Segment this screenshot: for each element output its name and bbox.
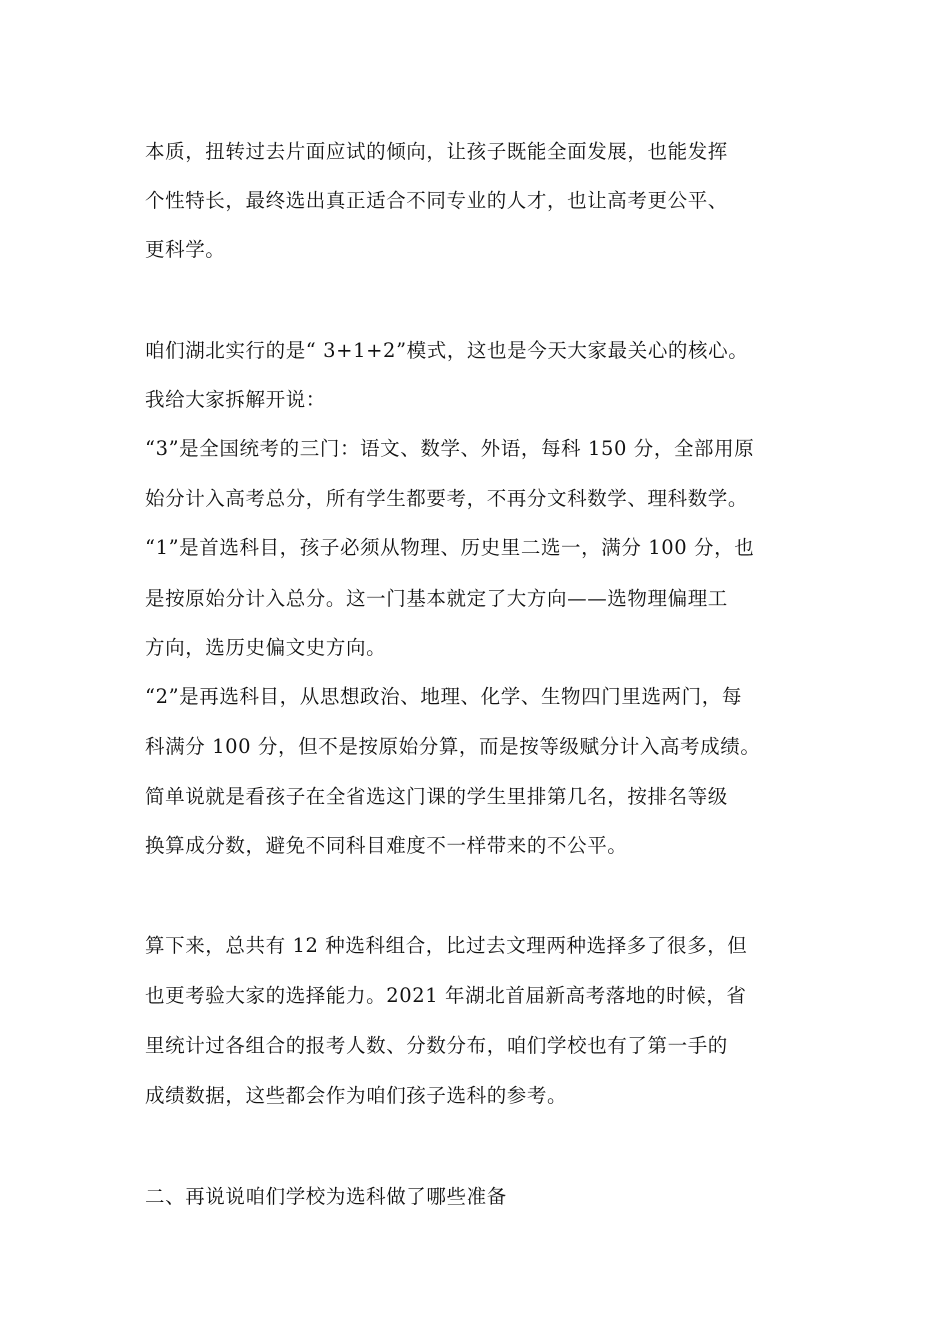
paragraph-line: “2”是再选科目，从思想政治、地理、化学、生物四门里选两门，每: [145, 685, 742, 708]
paragraph-line: 换算成分数，避免不同科目难度不一样带来的不公平。: [145, 834, 628, 857]
paragraph-line: 更科学。: [145, 238, 226, 261]
paragraph-line: 是按原始分计入总分。这一门基本就定了大方向——选物理偏理工: [145, 587, 728, 610]
paragraph-line: 本质，扭转过去片面应试的倾向，让孩子既能全面发展，也能发挥: [145, 140, 728, 163]
paragraph-line: “3”是全国统考的三门：语文、数学、外语，每科 150 分，全部用原: [145, 437, 755, 460]
paragraph-line: 成绩数据，这些都会作为咱们孩子选科的参考。: [145, 1084, 568, 1107]
paragraph-line: 简单说就是看孩子在全省选这门课的学生里排第几名，按排名等级: [145, 785, 728, 808]
paragraph-line: 也更考验大家的选择能力。2021 年湖北首届新高考落地的时候，省: [145, 984, 747, 1007]
paragraph-line: 方向，选历史偏文史方向。: [145, 636, 387, 659]
paragraph-line: 我给大家拆解开说：: [145, 388, 326, 411]
paragraph-line: “1”是首选科目，孩子必须从物理、历史里二选一，满分 100 分，也: [145, 536, 755, 559]
paragraph-line: 科满分 100 分，但不是按原始分算，而是按等级赋分计入高考成绩。: [145, 735, 761, 758]
paragraph-line: 里统计过各组合的报考人数、分数分布，咱们学校也有了第一手的: [145, 1034, 728, 1057]
paragraph-line: 咱们湖北实行的是“ 3+1+2”模式，这也是今天大家最关心的核心。: [145, 339, 749, 362]
paragraph-line: 个性特长，最终选出真正适合不同专业的人才，也让高考更公平、: [145, 189, 728, 212]
paragraph-line: 算下来，总共有 12 种选科组合，比过去文理两种选择多了很多，但: [145, 934, 748, 957]
paragraph-line: 始分计入高考总分，所有学生都要考，不再分文科数学、理科数学。: [145, 487, 749, 510]
section-heading: 二、再说说咱们学校为选科做了哪些准备: [145, 1185, 507, 1208]
